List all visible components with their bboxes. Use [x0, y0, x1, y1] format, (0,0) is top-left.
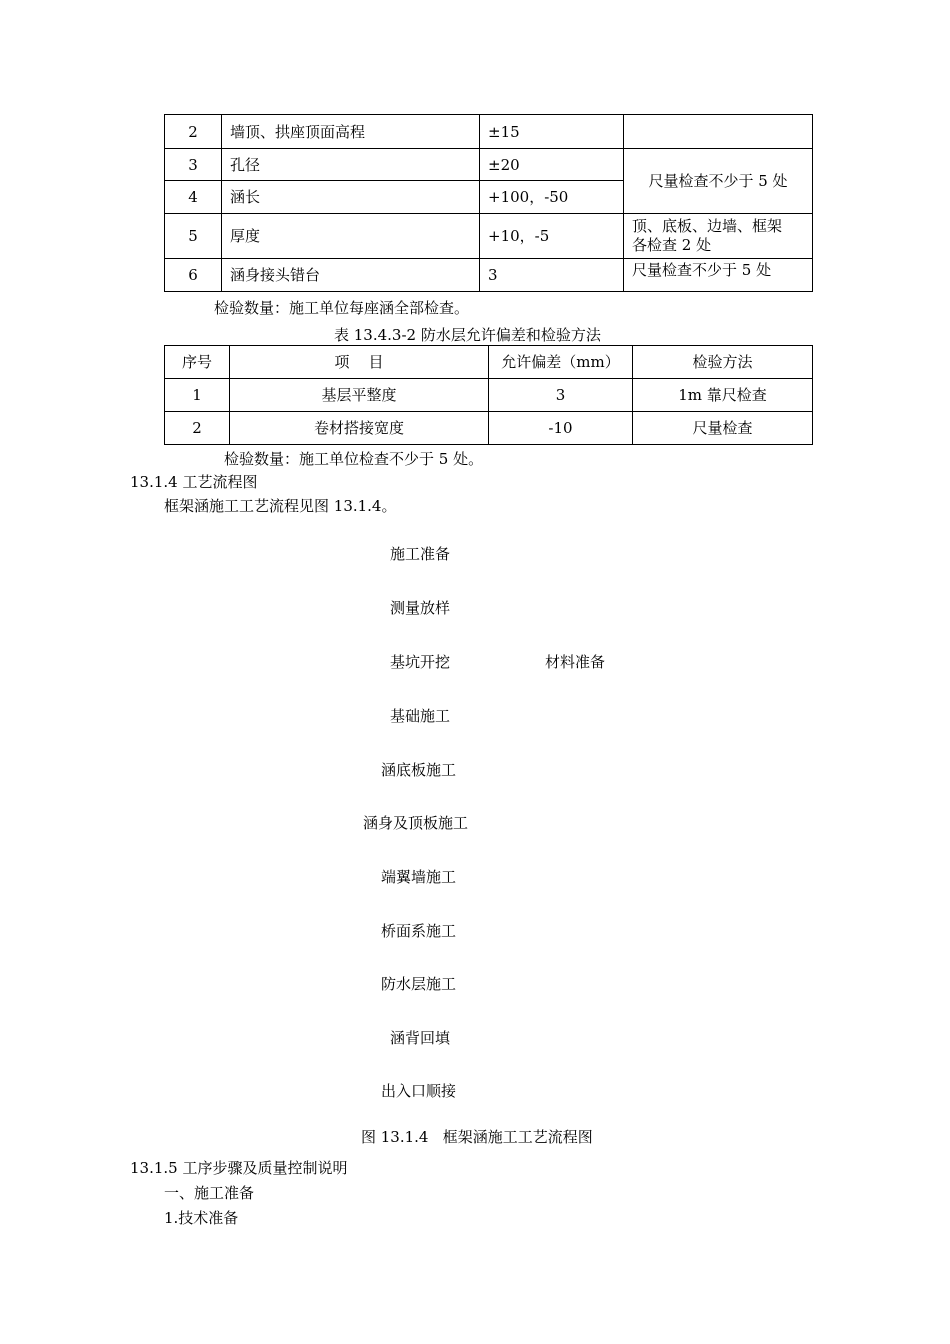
flow-side-step: 材料准备: [545, 653, 606, 671]
flow-step: 涵背回填: [390, 1029, 451, 1047]
row-tolerance: ±20: [480, 149, 624, 181]
row-method-merged: 尺量检查不少于 5 处: [624, 149, 813, 214]
row-number: 4: [165, 181, 222, 214]
flow-step: 桥面系施工: [381, 922, 457, 940]
paragraph: 框架涵施工工艺流程见图 13.1.4。: [164, 497, 397, 515]
row-item: 厚度: [222, 214, 480, 259]
flow-step: 涵身及顶板施工: [363, 814, 469, 832]
row-number: 3: [165, 149, 222, 181]
row-item: 基层平整度: [230, 379, 489, 412]
flow-step: 基坑开挖: [390, 653, 451, 671]
figure-caption: 图 13.1.4 框架涵施工工艺流程图: [361, 1128, 593, 1146]
row-tolerance: +10，-5: [480, 214, 624, 259]
row-method-line: 顶、底板、边墙、框架: [632, 217, 783, 236]
table-row: [165, 412, 813, 445]
flow-step: 出入口顺接: [381, 1082, 457, 1100]
header-cell: 检验方法: [633, 346, 813, 379]
table-header-row: [165, 346, 813, 379]
header-cell: 序号: [165, 346, 230, 379]
row-method: [624, 214, 813, 259]
flow-step: 涵底板施工: [381, 761, 457, 779]
flow-step: 防水层施工: [381, 975, 457, 993]
row-item: 涵身接头错台: [222, 259, 480, 292]
row-item: 卷材搭接宽度: [230, 412, 489, 445]
header-cell: 项 目: [230, 346, 489, 379]
tolerance-table-continued: [164, 114, 813, 292]
flow-step: 端翼墙施工: [381, 868, 457, 886]
table-row: [165, 115, 813, 149]
row-tolerance: -10: [489, 412, 633, 445]
table-caption: 表 13.4.3-2 防水层允许偏差和检验方法: [334, 326, 601, 344]
table-row: [165, 259, 813, 292]
row-method-line: 各检查 2 处: [632, 236, 712, 254]
inspection-note: 检验数量：施工单位每座涵全部检查。: [214, 299, 470, 317]
table-row: [165, 214, 813, 259]
flow-step: 测量放样: [390, 599, 451, 617]
row-tolerance: ±15: [480, 115, 624, 149]
row-item: 孔径: [222, 149, 480, 181]
table-row: [165, 379, 813, 412]
flow-step: 基础施工: [390, 707, 451, 725]
flow-step: 施工准备: [390, 545, 451, 563]
row-tolerance: +100，-50: [480, 181, 624, 214]
row-method: 尺量检查: [633, 412, 813, 445]
subheading: 一、施工准备: [164, 1184, 255, 1202]
section-heading: 13.1.4 工艺流程图: [130, 473, 258, 491]
row-item: 墙顶、拱座顶面高程: [222, 115, 480, 149]
waterproof-tolerance-table: [164, 345, 813, 445]
table-row: [165, 149, 813, 181]
row-number: 2: [165, 412, 230, 445]
row-number: 2: [165, 115, 222, 149]
row-tolerance: 3: [480, 259, 624, 292]
row-tolerance: 3: [489, 379, 633, 412]
row-method: 1m 靠尺检查: [633, 379, 813, 412]
header-cell: 允许偏差（mm）: [489, 346, 633, 379]
row-item: 涵长: [222, 181, 480, 214]
section-heading: 13.1.5 工序步骤及质量控制说明: [130, 1159, 348, 1177]
subheading: 1.技术准备: [164, 1209, 239, 1227]
row-number: 5: [165, 214, 222, 259]
inspection-note: 检验数量：施工单位检查不少于 5 处。: [224, 450, 484, 468]
row-method: [624, 115, 813, 149]
row-number: 6: [165, 259, 222, 292]
row-number: 1: [165, 379, 230, 412]
row-method: 尺量检查不少于 5 处: [624, 259, 813, 292]
